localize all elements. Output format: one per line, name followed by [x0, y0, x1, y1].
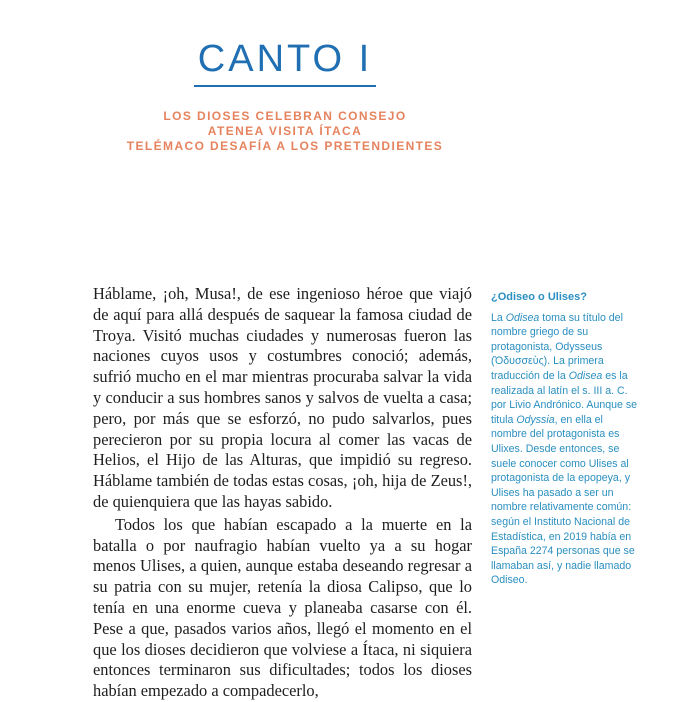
sidebar-italic-title: Odyssia — [516, 413, 555, 426]
sidebar-title: ¿Odiseo o Ulises? — [491, 291, 587, 303]
sidebar-text: toma su título del nombre griego de su protagonista, Odysseus (Ὀδυσσεὺς). La primera traducción de la — [491, 311, 623, 382]
summary-line: LOS DIOSES CELEBRAN CONSEJO — [163, 109, 407, 123]
paragraph: Háblame, ¡oh, Musa!, de ese ingenioso héroe que viajó de aquí para allá después de saquear la famosa ciudad de Troya. Visitó muchas ciudades y numerosas fueron las naciones cuyos usos y costumbres conoció; además, sufrió mucho en el mar mientras procuraba salvar la vida y conducir a sus hombres sanos y salvos de vuelta a casa; pero, por más que se esforzó, no pudo salvarlos, pues perecieron por su propia locura al comer las vacas de Helios, el Hijo de las Alturas, que impidió su regreso. Háblame también de todas estas cosas, ¡oh, hija de Zeus!, de quienquiera que las hayas sabido. — [93, 284, 472, 511]
sidebar-text: La — [491, 311, 506, 324]
sidebar-body — [491, 311, 641, 588]
summary-line: ATENEA VISITA ÍTACA — [207, 124, 363, 138]
sidebar-text: es la realizada al latín el s. III a. C. por Livio Andrónico. Aunque se titula — [491, 369, 638, 426]
sidebar-italic-title: Odisea — [568, 369, 603, 382]
chapter-title: CANTO I — [194, 38, 376, 87]
chapter-summary — [0, 109, 570, 154]
sidebar-note — [491, 290, 641, 588]
summary-line: TELÉMACO DESAFÍA A LOS PRETENDIENTES — [126, 139, 444, 153]
paragraph: Todos los que habían escapado a la muerte en la batalla o por naufragio habían vuelto ya a su hogar menos Ulises, a quien, aunque estaba deseando regresar a su patria con su mujer, retenía la diosa Calipso, que lo tenía en una enorme cueva y planeaba casarse con él. Pese a que, pasados varios años, llegó el momento en el que los dioses decidieron que volviese a Ítaca, ni siquiera entonces terminaron sus dificultades; todos los dioses habían empezado a compadecerlo, — [93, 514, 472, 701]
sidebar-italic-title: Odisea — [505, 311, 540, 324]
sidebar-text: , en ella el nombre del protagonista es Ulixes. Desde entonces, se suele conocer como Ulises al protagonista de la epopeya, y Ulises ha pasado a ser un nombre relativamente común: según el Instituto Nacional de Estadística, en 2019 había en España 2274 personas que se llamaban así, y nadie llamado Odiseo. — [491, 413, 635, 587]
chapter-header — [0, 38, 570, 154]
main-text — [93, 284, 472, 702]
